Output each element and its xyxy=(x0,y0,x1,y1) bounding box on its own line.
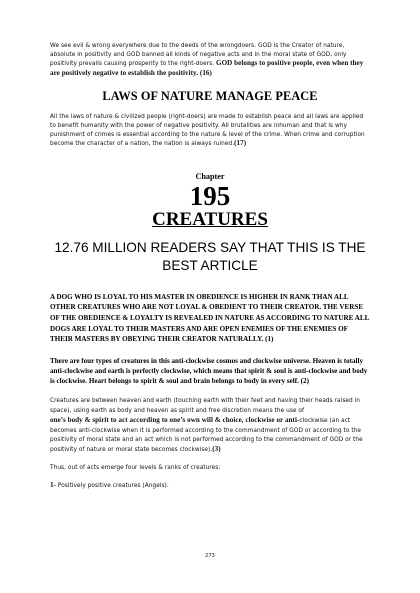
level-one-text: Positively positive creatures (Angels). xyxy=(56,483,169,490)
creatures-paragraph xyxy=(50,397,370,455)
dog-loyalty-paragraph: A DOG WHO IS LOYAL TO HIS MASTER IN OBEDIENCE IS HIGHER IN RANK THAN ALL OTHER CREATURES WHO ARE NOT LOYAL & OBEDIENT TO THEIR CREATOR. THE VERSE OF THE OBEDIENCE & LOYALTY IS REVEALED IN NATURE AS ACCORDING TO NATURE ALL DOGS ARE LOYAL TO THEIR MASTERS AND ARE OPEN ENEMIES OF THE ENEMIES OF THEIR MASTERS BY OBEYING THEIR CREATOR NATURALLY. (1) xyxy=(50,292,369,344)
intro-paragraph xyxy=(50,42,370,78)
levels-intro: Thus, out of acts emerge four levels & ranks of creatures: xyxy=(50,464,221,471)
creatures-ref: (3) xyxy=(212,445,221,454)
laws-heading: LAWS OF NATURE MANAGE PEACE xyxy=(102,89,318,104)
intro-text: We see evil & wrong everywhere due to the deeds of the wrongdoers. GOD is the Creator of nature, absolute in positivity and GOD banned all kinds of negative acts and in the moral state of GOD, only positivity prevails causing prosperity to the right-doers. xyxy=(50,43,347,68)
chapter-label: Chapter xyxy=(195,171,225,181)
level-one-item xyxy=(50,481,370,491)
laws-text: All the laws of nature & civilized people (right-doers) are made to establish peace and all laws are applied to benefit humanity with the power of negative positivity. All brutalities are inhuman and that is why punishment of crimes is essential according to the nature & level of the crime. When crime and corruption become the character of a nation, the nation is always ruined. xyxy=(50,114,365,148)
readers-headline: 12.76 MILLION READERS SAY THAT THIS IS THE BEST ARTICLE xyxy=(54,239,366,273)
level-one-number: 1- xyxy=(50,481,57,490)
four-types-paragraph: There are four types of creatures in this anti-clockwise cosmos and clockwise universe. Heaven is totally anti-clockwise and earth is perfectly clockwise, which means that spirit & soul is anti-clockwise and body is clockwise. Heart belongs to spirit & soul and brain belongs to body in every self. (2) xyxy=(50,356,368,386)
laws-paragraph xyxy=(50,113,370,148)
intro-bold-text: GOD belongs to positive people, even when they are positively negative to establish the positivity. (16) xyxy=(50,59,364,77)
chapter-number: 195 xyxy=(189,180,231,211)
creatures-text-a: Creatures are between heaven and earth (touching earth with their feet and having their heads raised in space), using earth as body and heaven as spirit and free discretion means the use of xyxy=(50,398,361,414)
creatures-text-b: clockwise (an act becomes anti-clockwise when it is performed according to the commandment of GOD or according to the positivity of moral state and an act which is not performed according to the commandment of GOD or the positivity of nature or moral state becomes clockwise). xyxy=(50,418,363,454)
laws-ref: (17) xyxy=(234,139,247,148)
page-number: 273 xyxy=(205,553,215,559)
creatures-bold-a: one’s body & spirit to act according to one’s own will & choice, clockwise or anti- xyxy=(50,416,300,425)
chapter-title: CREATURES xyxy=(152,208,268,230)
